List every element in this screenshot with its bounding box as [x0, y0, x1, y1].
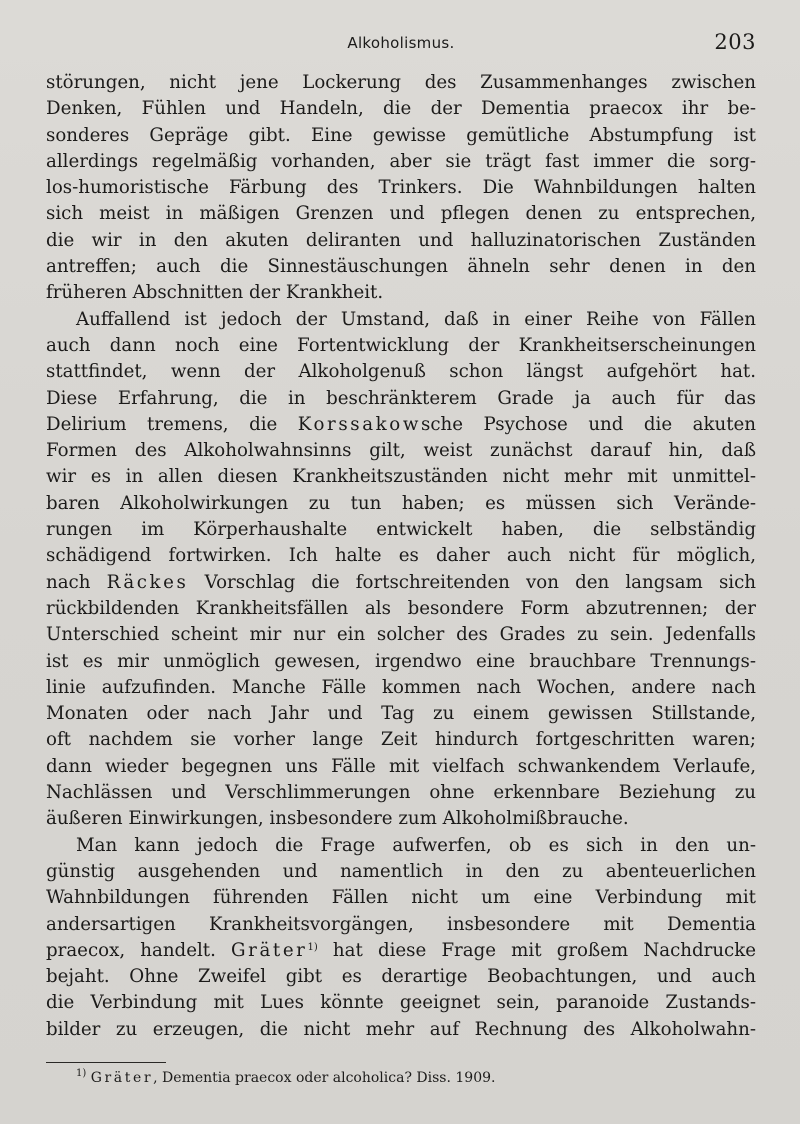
text-line: Monaten oder nach Jahr und Tag zu einem gewissen Stillstande, — [46, 703, 756, 725]
text-line: linie aufzufinden. Manche Fälle kommen nach Wochen, andere nach — [46, 676, 756, 698]
text-line: störungen, nicht jene Lockerung des Zusammenhanges zwischen — [46, 72, 756, 93]
text-line: Formen des Alkoholwahnsinns gilt, weist zunächst darauf hin, daß — [46, 440, 756, 462]
text-line: sonderes Gepräge gibt. Eine gewisse gemütliche Abstumpfung ist — [46, 124, 756, 146]
text-line — [46, 570, 756, 596]
text-line: stattfindet, wenn der Alkoholgenuß schon längst aufgehört hat. — [46, 361, 756, 383]
text-line — [46, 938, 756, 964]
text-fragment: Delirium tremens, die — [46, 413, 298, 435]
text-fragment: Vorschlag die fortschreitenden von den langsam sich — [188, 571, 756, 593]
text-line: bilder zu erzeugen, die nicht mehr auf Rechnung des Alkoholwahn- — [46, 1018, 756, 1040]
text-line: Man kann jedoch die Frage aufwerfen, ob es sich in den un- — [76, 834, 756, 856]
footnote-text: , Dementia praecox oder alcoholica? Diss. 1909. — [153, 1070, 496, 1086]
text-fragment: praecox, handelt. — [46, 939, 232, 961]
page-number: 203 — [714, 30, 756, 54]
body-text — [46, 70, 756, 1043]
text-line: los-humoristische Färbung des Trinkers. Die Wahnbildungen halten — [46, 177, 756, 199]
text-fragment: sche Psychose und die akuten — [421, 413, 756, 435]
text-line: antreffen; auch die Sinnestäuschungen ähneln sehr denen in den — [46, 256, 756, 278]
author-name-korssakow: Korssakow — [297, 413, 421, 435]
text-line: Auffallend ist jedoch der Umstand, daß in einer Reihe von Fällen — [76, 308, 756, 330]
text-line: allerdings regelmäßig vorhanden, aber sie trägt fast immer die sorg- — [46, 150, 756, 172]
text-line: bejaht. Ohne Zweifel gibt es derartige Beobachtungen, und auch — [46, 966, 756, 988]
text-line: die Verbindung mit Lues könnte geeignet sein, paranoide Zustands- — [46, 992, 756, 1014]
text-line — [46, 412, 756, 438]
text-line: oft nachdem sie vorher lange Zeit hindurch fortgeschritten waren; — [46, 729, 756, 751]
author-name-graeter: Gräter — [231, 939, 308, 961]
footnote-mark: 1) — [76, 1068, 87, 1079]
footnote-reference[interactable]: 1) — [307, 941, 318, 953]
footnote — [76, 1068, 495, 1088]
text-line: Unterschied scheint mir nur ein solcher des Grades zu sein. Jedenfalls — [46, 624, 756, 646]
text-line: rungen im Körperhaushalte entwickelt haben, die selbständig — [46, 519, 756, 541]
text-fragment: hat diese Frage mit großem Nachdrucke — [317, 939, 756, 961]
text-line: sich meist in mäßigen Grenzen und pflegen denen zu entsprechen, — [46, 203, 756, 225]
text-line: Diese Erfahrung, die in beschränkterem Grade ja auch für das — [46, 387, 756, 409]
text-line: günstig ausgehenden und namentlich in den zu abenteuerlichen — [46, 860, 756, 882]
text-line: ist es mir unmöglich gewesen, irgendwo eine brauchbare Trennungs- — [46, 650, 756, 672]
text-line: Nachlässen und Verschlimmerungen ohne erkennbare Beziehung zu — [46, 782, 756, 804]
text-line: Denken, Fühlen und Handeln, die der Dementia praecox ihr be- — [46, 98, 756, 120]
text-fragment: nach — [46, 571, 107, 593]
page-header — [46, 30, 756, 58]
author-name-raecke: Räckes — [106, 571, 189, 593]
text-line: baren Alkoholwirkungen zu tun haben; es müssen sich Verände- — [46, 492, 756, 514]
text-line: äußeren Einwirkungen, insbesondere zum Alkoholmißbrauche. — [46, 808, 629, 830]
text-line: früheren Abschnitten der Krankheit. — [46, 282, 384, 304]
running-title: Alkoholismus. — [347, 34, 455, 52]
text-line: dann wieder begegnen uns Fälle mit vielfach schwankendem Verlaufe, — [46, 755, 756, 777]
text-line: die wir in den akuten deliranten und halluzinatorischen Zuständen — [46, 229, 756, 251]
text-line: Wahnbildungen führenden Fällen nicht um eine Verbindung mit — [46, 887, 756, 909]
footnote-author: Gräter — [90, 1070, 154, 1086]
text-line: andersartigen Krankheitsvorgängen, insbesondere mit Dementia — [46, 913, 756, 935]
text-line: schädigend fortwirken. Ich halte es daher auch nicht für möglich, — [46, 545, 756, 567]
footnote-divider — [46, 1062, 166, 1063]
text-line: wir es in allen diesen Krankheitszuständen nicht mehr mit unmittel- — [46, 466, 756, 488]
text-line: auch dann noch eine Fortentwicklung der Krankheitserscheinungen — [46, 334, 756, 356]
text-line: rückbildenden Krankheitsfällen als besondere Form abzutrennen; der — [46, 597, 756, 619]
